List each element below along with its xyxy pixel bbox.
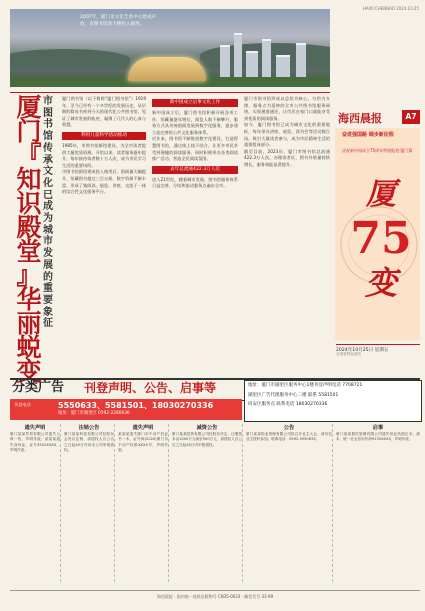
headline-char: 蜕 xyxy=(16,333,42,362)
article-paragraph: 1985年，市图书馆新馆建设，为全市读者提供大量优质资源，开馆以来，读者服务逐年提升，每年接待读者数十万人次，成为市民学习生活的重要场所。 xyxy=(62,142,146,168)
article-paragraph: 市图书馆新馆建成投入使用后，借阅量大幅提升，馆藏图书超过三百万册，数字资源不断丰富，形成了集阅读、展览、讲座、交流于一体的综合性文化服务平台。 xyxy=(62,169,146,195)
article-column-1 xyxy=(62,96,146,346)
edition-line: 全国有特色城市 xyxy=(336,352,362,356)
library-building xyxy=(128,57,206,81)
notice-heading: 遗失声明 xyxy=(132,425,154,431)
subhead-char: 象 xyxy=(43,306,53,318)
headline-char: 『 xyxy=(16,141,42,170)
subhead-char: 市 xyxy=(43,236,53,248)
headline-char: 殿 xyxy=(16,213,42,242)
article-paragraph: 如今，厦门图书馆已成为城市文化的重要地标，每年举办讲座、展览、读书会等活动数百场，吸引大量读者参与，成为市民精神生活的重要组成部分。 xyxy=(244,122,330,148)
article-column-2 xyxy=(152,96,238,346)
classified-title: 分类广告 xyxy=(12,380,65,395)
subhead-char: 书 xyxy=(43,119,53,131)
page-footer: 海西晨报 · 国内统一连续出版物号 CN35-0023 · 邮发代号 33-99 xyxy=(10,590,420,605)
section-heading: 利用儿童科学活动推动 xyxy=(62,132,146,140)
notice-column xyxy=(172,424,243,582)
subhead-char: 已 xyxy=(43,189,53,201)
subhead-char: 文 xyxy=(43,166,53,178)
notice-heading: 遗失声明 xyxy=(24,425,46,431)
ad-line: 同安区服务点 联系电话 18030270336 xyxy=(248,402,328,407)
headline-char: 变 xyxy=(16,357,42,386)
headline-char: 厦 xyxy=(16,93,42,122)
headline-char: 』 xyxy=(16,261,42,290)
article-column-3 xyxy=(244,96,330,354)
article-paragraph: 新中国成立后，厦门图书馆积极开展各项工作，馆藏量逐年增长，阅览人数不断攀升，服务方式从传统借阅发展到数字化服务，逐步建立起完善的公共文化服务体系。 xyxy=(152,110,238,135)
headline-char: 丽 xyxy=(16,309,42,338)
brand-75: 75 xyxy=(350,213,412,264)
subhead-char: 征 xyxy=(43,318,53,330)
article-paragraph: 厦门图书馆（以下简称“厦门图书馆”）1919年，至今已经有一个多世纪的发展历史，从早期的简易书库到今天的现代化公共图书馆，见证了城市发展的轨迹，凝聚了几代人的心血与智慧。 xyxy=(62,96,146,128)
subhead-char: 承 xyxy=(43,154,53,166)
brand-char-1: 厦 xyxy=(366,177,396,212)
notice-column xyxy=(246,424,333,582)
subhead-char: 城 xyxy=(43,224,53,236)
classified-headline: 刊登声明、公告、启事等 xyxy=(84,381,217,395)
photo-caption: 2007年，厦门市文化艺术中心建成开放，市图书馆新大楼投入使用。 xyxy=(80,15,157,27)
headline-char: 门 xyxy=(16,117,42,146)
headline-char: 识 xyxy=(16,189,42,218)
article-paragraph: 近年来，图书馆不断推进数字化建设，打造智慧图书馆，通过线上线下结合，让更多市民享受到便捷的阅读服务，同时积极举办各类阅读推广活动，营造全民阅读氛围。 xyxy=(152,136,238,162)
top-line: HAIXI CHENBAO 2024.10.25 xyxy=(362,6,419,11)
column-headline: 奋进强国路 阔步新征程 xyxy=(342,132,394,138)
ad-contact-box xyxy=(244,380,422,422)
ad-line: 地址：厦门市湖里区服务中心1楼刊登声明电话 7708721 xyxy=(248,383,363,388)
phone-address: 地址：厦门市湖里区 0592-2280036 xyxy=(58,411,130,416)
headline-char: 华 xyxy=(16,285,42,314)
article-paragraph: 截至目前，2023年，厦门市图书馆总流通422.3万人次，办理读者证，图书外借量持续增长，服务效能显著提升。 xyxy=(244,148,330,167)
subhead-char: 重 xyxy=(43,283,53,295)
subhead-char: 市 xyxy=(43,96,53,107)
subhead-char: 要 xyxy=(43,294,53,306)
ad-line: 湖里区广告代理服务中心二楼 联系 5581501 xyxy=(248,392,339,398)
subhead-char: 发 xyxy=(43,248,53,260)
column-subline: 庆祝新中国成立75周年特别报道·厦门篇 xyxy=(342,148,413,153)
masthead: 海西晨报 xyxy=(338,112,382,125)
notice-body: 厦门某某投资有限公司经股东决定，注册资本由1000万元减至500万元，请债权人自公告之日起45日内申报债权。 xyxy=(172,432,242,447)
notice-body: 厦门某某餐饮管理有限公司遗失营业执照正本、副本，统一社会信用代码9135XXXX，声明作废。 xyxy=(336,432,420,442)
notice-heading: 启事 xyxy=(372,425,384,431)
dateline: 2024年10月25日 星期五 xyxy=(336,344,420,353)
notice-body: 厦门某某科技有限公司经股东会决议注销，请债权人自公告之日起45日内向本公司申报债权。 xyxy=(64,432,114,453)
notice-heading: 注销公告 xyxy=(78,425,100,431)
subhead-char: 为 xyxy=(43,213,53,225)
article-paragraph: 厦门市图书馆形成以总馆为核心、分馆为支撑、服务点为延伸的全市公共图书馆服务网络，实现通借通还，让市民在家门口就能享受到优质的阅读服务。 xyxy=(244,96,330,121)
subhead-char: 展 xyxy=(43,259,53,271)
notice-column xyxy=(118,424,169,582)
notice-column xyxy=(336,424,420,582)
sub-headline xyxy=(42,96,54,330)
headline-char: 堂 xyxy=(16,237,42,266)
notice-body: 厦门某某贸易有限公司遗失公章一枚，声明作废。某某某遗失身份证，证号3502XXXX，声明作废。 xyxy=(10,432,60,453)
subhead-char: 传 xyxy=(43,142,53,154)
page-number-badge: A7 xyxy=(402,110,420,124)
section-heading: 去年总流通422.3万人次 xyxy=(152,166,238,174)
subhead-char: 化 xyxy=(43,177,53,189)
notice-column xyxy=(10,424,61,582)
phone-label: 刊登电话 xyxy=(14,402,31,407)
notice-body: 厦门某某物业管理有限公司拟召开业主大会，请各位业主按时参加。联系电话：0592-5550633。 xyxy=(246,432,332,442)
subhead-char: 成 xyxy=(43,201,53,213)
brand-logo xyxy=(346,175,416,303)
subhead-char: 馆 xyxy=(43,131,53,143)
article-paragraph: 进入21世纪，随着城市发展，图书馆服务体系日益完善，分馆和流动服务点遍布全市。 xyxy=(152,176,238,189)
brand-char-3: 变 xyxy=(364,264,397,302)
city-photo xyxy=(10,9,330,87)
section-heading: 新中国成立后事文化工作 xyxy=(152,99,238,107)
divider xyxy=(10,92,330,93)
subhead-char: 的 xyxy=(43,271,53,283)
notice-heading: 减资公告 xyxy=(196,425,218,431)
subhead-char: 图 xyxy=(43,107,53,119)
phone-number: 5550633、5581501、18030270336 xyxy=(58,401,214,410)
main-headline xyxy=(14,93,44,386)
headline-char: 知 xyxy=(16,165,42,194)
notice-heading: 公告 xyxy=(283,425,295,431)
notice-body: 某某某遗失厦门市不动产权证书一本，证号闽(2020)厦门市不动产权第XXXX号，声明作废。 xyxy=(118,432,168,453)
notice-column xyxy=(64,424,115,582)
